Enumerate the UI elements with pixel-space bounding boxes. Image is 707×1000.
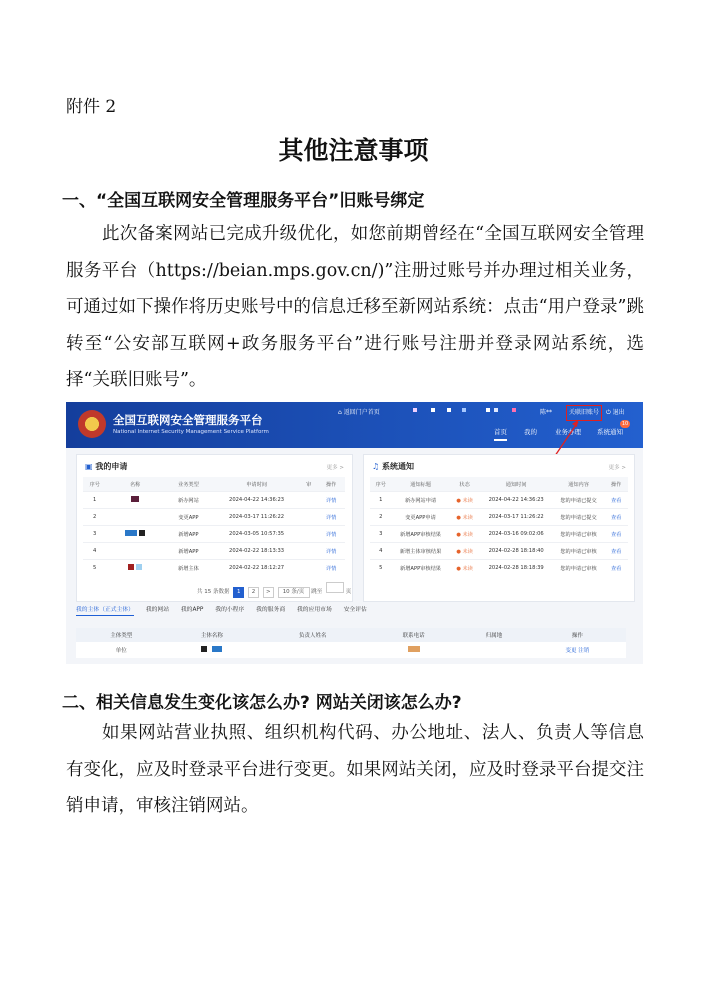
redacted-cell <box>106 492 164 509</box>
cell: 您的申请已审核 <box>553 526 605 543</box>
view-link[interactable]: 查看 <box>604 492 628 509</box>
portal-link[interactable]: ⌂ 返回门户首页 <box>338 409 380 416</box>
system-notices-label: 系统通知 <box>381 462 414 471</box>
col-header: 联系电话 <box>368 628 459 642</box>
col-header: 状态 <box>450 477 480 492</box>
redacted-cell <box>368 642 459 658</box>
cell: 2 <box>370 509 392 526</box>
view-link[interactable]: 查看 <box>604 543 628 560</box>
cell: 2024-03-17 11:26:22 <box>213 509 300 526</box>
detail-link[interactable]: 详情 <box>317 543 345 560</box>
cell: 您的申请已审核 <box>553 543 605 560</box>
pagination <box>197 582 351 598</box>
table-row <box>83 526 345 543</box>
cell: 2024-04-22 14:36:23 <box>213 492 300 509</box>
page-button[interactable]: 1 <box>233 587 244 598</box>
col-header: 通知内容 <box>553 477 605 492</box>
page-size-select[interactable]: 10 条/页 <box>278 587 310 598</box>
tab-my-apps[interactable]: 我的APP <box>180 607 204 613</box>
notices-more-link[interactable]: 更多 > <box>608 465 626 471</box>
applications-more-link[interactable]: 更多 > <box>326 465 344 471</box>
attachment-label: 附件 2 <box>66 97 117 117</box>
cell <box>300 560 317 577</box>
redacted-cell <box>167 642 258 658</box>
entity-table <box>76 628 626 658</box>
cell: 新增APP <box>164 526 213 543</box>
cell: 2024-03-05 10:57:35 <box>213 526 300 543</box>
my-applications-label: 我的申请 <box>95 462 128 471</box>
goto-input[interactable] <box>326 582 344 593</box>
nav-notices[interactable]: 系统通知 <box>597 428 623 436</box>
col-header: 名称 <box>106 477 164 492</box>
nav-home[interactable]: 首页 <box>494 427 507 441</box>
redacted-cell <box>106 526 164 543</box>
tab-security-assessment[interactable]: 安全评估 <box>343 607 367 613</box>
view-link[interactable]: 查看 <box>604 509 628 526</box>
my-applications-panel <box>76 454 353 602</box>
nav-mine[interactable]: 我的 <box>524 428 537 436</box>
logout-button[interactable]: ⏻ 退出 <box>606 409 625 416</box>
table-row <box>83 492 345 509</box>
cell: 5 <box>370 560 392 577</box>
cell: 1 <box>83 492 106 509</box>
table-row <box>83 560 345 577</box>
actions-cell <box>529 642 626 658</box>
status-badge: ● 未读 <box>450 492 480 509</box>
table-row <box>83 509 345 526</box>
view-link[interactable]: 查看 <box>604 560 628 577</box>
nav-business[interactable]: 业务办理 <box>555 428 581 436</box>
status-badge: ● 未读 <box>450 509 480 526</box>
table-row <box>370 526 628 543</box>
cell <box>300 526 317 543</box>
redacted-cell <box>106 543 164 560</box>
cell: 2024-03-16 09:02:06 <box>480 526 553 543</box>
col-header: 归属地 <box>459 628 529 642</box>
col-header: 操作 <box>604 477 628 492</box>
cell: 您的申请已提交 <box>553 509 605 526</box>
cancel-link[interactable]: 注销 <box>578 648 590 654</box>
my-applications-title <box>85 461 127 472</box>
cell: 新增主体审核结果 <box>392 543 450 560</box>
cell: 2024-02-28 18:18:40 <box>480 543 553 560</box>
page-unit-label: 页 <box>345 589 352 595</box>
col-header: 操作 <box>317 477 345 492</box>
cell: 3 <box>370 526 392 543</box>
col-header: 通知时间 <box>480 477 553 492</box>
next-page-button[interactable]: > <box>263 587 274 598</box>
col-header: 业务类型 <box>164 477 213 492</box>
redacted-cell <box>106 509 164 526</box>
table-row <box>76 642 626 658</box>
cell: 新增APP审核结果 <box>392 526 450 543</box>
section2-heading: 二、相关信息发生变化该怎么办? 网站关闭该怎么办? <box>62 693 462 713</box>
status-badge: ● 未读 <box>450 560 480 577</box>
tab-my-miniprograms[interactable]: 我的小程序 <box>215 607 245 613</box>
notices-table <box>370 477 628 576</box>
bind-old-account-button[interactable]: 关联旧账号 <box>566 405 602 421</box>
col-header: 申请时间 <box>213 477 300 492</box>
cell: 2024-02-28 18:18:39 <box>480 560 553 577</box>
tab-my-entity[interactable]: 我的主体（正式主体） <box>76 607 134 616</box>
cell: 4 <box>370 543 392 560</box>
detail-link[interactable]: 详情 <box>317 526 345 543</box>
tab-my-app-markets[interactable]: 我的应用市场 <box>296 607 332 613</box>
col-header: 操作 <box>529 628 626 642</box>
section1-paragraph: 此次备案网站已完成升级优化，如您前期曾经在“全国互联网安全管理服务平台（https://beian.mps.gov.cn/)”注册过账号并办理过相关业务，可通过如下操作将历史账号中的信息迁移至新网站系统：点击“用户登录”跳转至“公安部互联网+政务服务平台”进行账号注册并登录网站系统，选择“关联旧账号”。 <box>66 224 644 390</box>
view-link[interactable]: 查看 <box>604 526 628 543</box>
modify-link[interactable]: 变更 <box>565 648 577 654</box>
page-title: 其他注意事项 <box>278 136 429 165</box>
cell <box>300 492 317 509</box>
cell: 变更APP申请 <box>392 509 450 526</box>
status-badge: ● 未读 <box>450 526 480 543</box>
col-header: 负责人姓名 <box>257 628 368 642</box>
table-row <box>83 543 345 560</box>
cell: 2 <box>83 509 106 526</box>
cell <box>300 509 317 526</box>
cell: 2024-02-22 18:13:33 <box>213 543 300 560</box>
cell <box>459 642 529 658</box>
status-badge: ● 未读 <box>450 543 480 560</box>
platform-screenshot <box>66 402 643 664</box>
cell: 变更APP <box>164 509 213 526</box>
table-row <box>370 543 628 560</box>
site-name: 全国互联网安全管理服务平台 <box>113 413 263 427</box>
cell: 2024-02-22 18:12:27 <box>213 560 300 577</box>
site-name-en: National Internet Security Management Service Platform <box>113 429 269 435</box>
cell: 新增APP审核结果 <box>392 560 450 577</box>
system-notices-panel <box>363 454 635 602</box>
goto-label: 跳至 <box>311 589 323 595</box>
detail-link[interactable]: 详情 <box>317 509 345 526</box>
cell <box>257 642 368 658</box>
user-name[interactable]: 陈** <box>540 409 553 416</box>
section2-paragraph: 如果网站营业执照、组织机构代码、办公地址、法人、负责人等信息有变化，应及时登录平台进行变更。如果网站关闭，应及时登录平台提交注销申请，审核注销网站。 <box>66 723 644 816</box>
cell: 2024-03-17 11:26:22 <box>480 509 553 526</box>
col-header: 序号 <box>83 477 106 492</box>
cell: 新办网站 <box>164 492 213 509</box>
page-button[interactable]: 2 <box>248 587 259 598</box>
cell: 1 <box>370 492 392 509</box>
col-header: 主体名称 <box>167 628 258 642</box>
detail-link[interactable]: 详情 <box>317 560 345 577</box>
tab-my-websites[interactable]: 我的网站 <box>145 607 170 613</box>
cell: 您的申请已审核 <box>553 560 605 577</box>
cell: 2024-04-22 14:36:23 <box>480 492 553 509</box>
cell: 新办网站申请 <box>392 492 450 509</box>
cell: 3 <box>83 526 106 543</box>
entity-tabs <box>76 604 377 613</box>
redacted-cell <box>106 560 164 577</box>
cell: 新增APP <box>164 543 213 560</box>
notice-badge: 10 <box>621 421 629 427</box>
cell: 您的申请已提交 <box>553 492 605 509</box>
cell: 新增主体 <box>164 560 213 577</box>
col-header: 主体类型 <box>76 628 167 642</box>
table-row <box>370 509 628 526</box>
pager-total: 共 15 条数据 <box>197 589 230 595</box>
system-notices-title <box>372 461 414 472</box>
bell-icon: ♫ <box>372 462 382 471</box>
cell <box>300 543 317 560</box>
cell: 5 <box>83 560 106 577</box>
col-header: 序号 <box>370 477 392 492</box>
document-icon: ▣ <box>85 462 96 471</box>
table-row <box>370 492 628 509</box>
cell: 4 <box>83 543 106 560</box>
applications-table <box>83 477 345 576</box>
cell: 单位 <box>115 648 127 654</box>
tab-my-providers[interactable]: 我的服务商 <box>256 607 286 613</box>
col-header: 审 <box>300 477 317 492</box>
detail-link[interactable]: 详情 <box>317 492 345 509</box>
section1-heading: 一、“全国互联网安全管理服务平台”旧账号绑定 <box>62 191 425 211</box>
col-header: 通知标题 <box>392 477 450 492</box>
table-row <box>370 560 628 577</box>
